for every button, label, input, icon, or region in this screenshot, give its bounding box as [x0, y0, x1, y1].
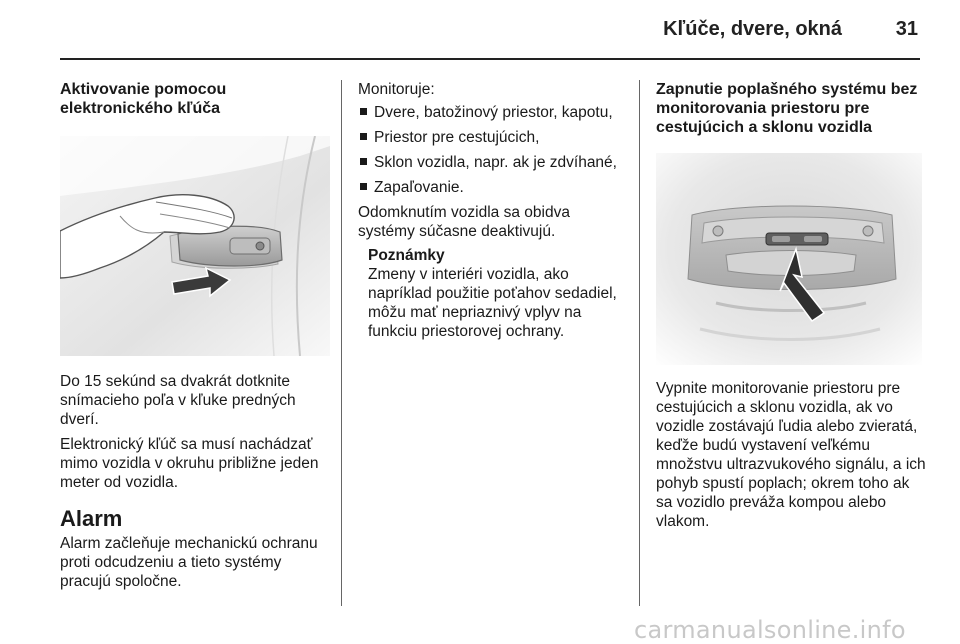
note-title: Poznámky	[368, 247, 445, 264]
header-rule	[60, 58, 920, 60]
paragraph-disable-monitoring: Vypnite monitorovanie priestoru pre cestujúcich a sklonu vozidla, ak vo vozidle zostávajú ľudia alebo zvieratá, keďže budú vystavení veľkému množstvu ultrazvukového signálu, a ich pohyb spustí poplach; okrem toho ak sa vozidlo preváža kompou alebo vlakom.	[656, 380, 926, 530]
overhead-button-icon	[656, 153, 922, 365]
page-number: 31	[895, 18, 918, 40]
bullet-square-icon	[360, 158, 367, 165]
paragraph-touch-sensor: Do 15 sekúnd sa dvakrát dotknite snímacieho poľa v kľuke predných dverí.	[60, 373, 296, 428]
column-2	[358, 80, 628, 341]
list-item: Sklon vozidla, napr. ak je zdvíhané,	[358, 153, 628, 172]
note-body: Zmeny v interiéri vozidla, ako napríklad použitie poťahov sedadiel, môžu mať nepriaznivý vplyv na funkciu priestorovej ochrany.	[368, 266, 617, 340]
monitoring-intro: Monitoruje:	[358, 81, 435, 98]
watermark-text: carmanualsonline.info	[634, 616, 906, 644]
column-1	[60, 80, 330, 597]
section-heading-alarm: Alarm	[60, 506, 123, 531]
list-item: Zapaľovanie.	[358, 178, 628, 197]
section-heading-alarm-without-monitoring: Zapnutie poplašného systému bez monitorovania priestoru pre cestujúcich a sklonu vozidla	[656, 81, 918, 136]
column-divider-2	[639, 80, 640, 606]
list-item: Priestor pre cestujúcich,	[358, 128, 628, 147]
bullet-square-icon	[360, 133, 367, 140]
bullet-square-icon	[360, 108, 367, 115]
overhead-console-illustration	[656, 153, 922, 365]
section-heading-electronic-key: Aktivovanie pomocou elektronického kľúča	[60, 81, 227, 117]
monitoring-list	[358, 103, 628, 197]
column-3	[656, 80, 926, 537]
note-box	[368, 247, 628, 341]
paragraph-alarm: Alarm začleňuje mechanickú ochranu proti odcudzeniu a tieto systémy pracujú spoločne.	[60, 535, 318, 590]
door-handle-hand-icon	[60, 136, 330, 356]
running-header-title: Kľúče, dvere, okná	[663, 18, 842, 40]
bullet-square-icon	[360, 183, 367, 190]
list-item: Dvere, batožinový priestor, kapotu,	[358, 103, 628, 122]
paragraph-key-distance: Elektronický kľúč sa musí nachádzať mimo vozidla v okruhu približne jeden meter od vozidla.	[60, 436, 319, 491]
paragraph-unlock-deactivate: Odomknutím vozidla sa obidva systémy súčasne deaktivujú.	[358, 204, 570, 240]
door-handle-illustration	[60, 136, 330, 356]
column-divider-1	[341, 80, 342, 606]
